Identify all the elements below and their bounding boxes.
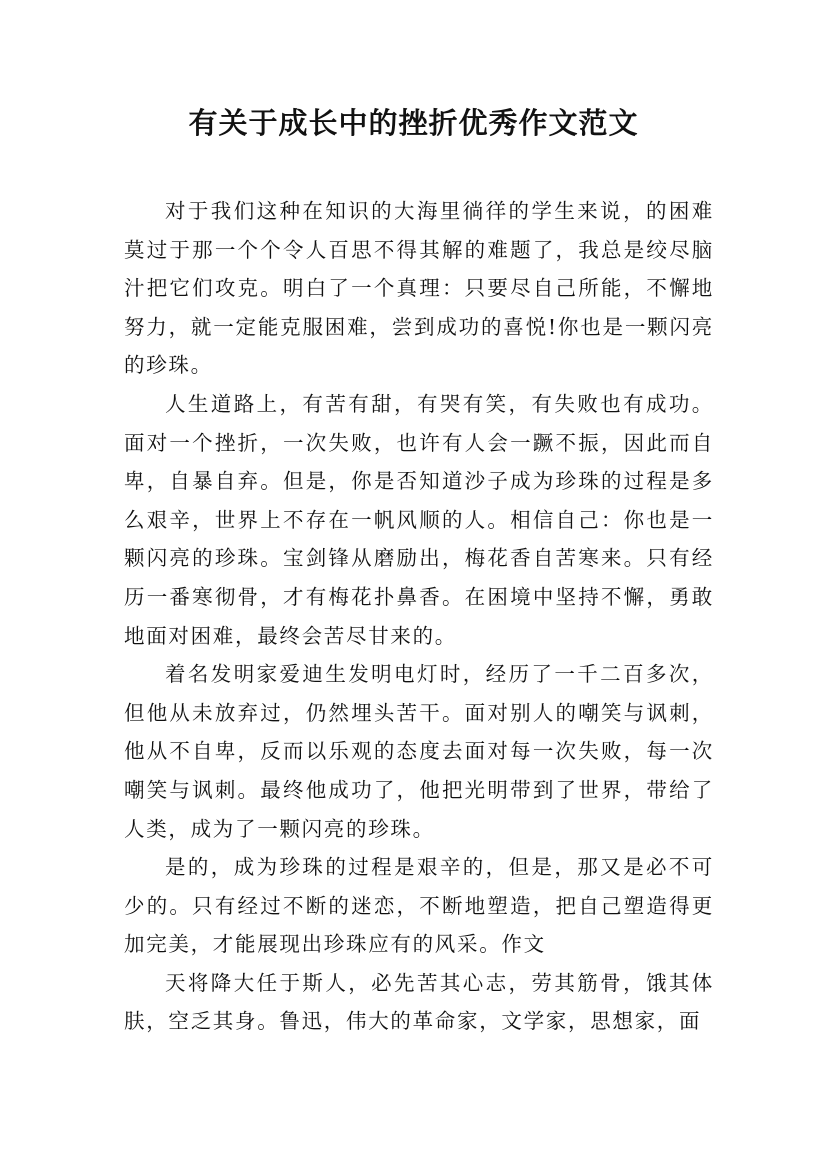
paragraph-1: 对于我们这种在知识的大海里徜徉的学生来说，的困难莫过于那一个个令人百思不得其解的难题了，我总是绞尽脑汁把它们攻克。明白了一个真理：只要尽自己所能，不懈地努力，就一定能克服困难，尝到成功的喜悦!你也是一颗闪亮的珍珠。 [124,199,714,378]
paragraph-2: 人生道路上，有苦有甜，有哭有笑，有失败也有成功。面对一个挫折，一次失败，也许有人会一蹶不振，因此而自卑，自暴自弃。但是，你是否知道沙子成为珍珠的过程是多么艰辛，世界上不存在一帆风顺的人。相信自己：你也是一颗闪亮的珍珠。宝剑锋从磨励出，梅花香自苦寒来。只有经历一番寒彻骨，才有梅花扑鼻香。在困境中坚持不懈，勇敢地面对困难，最终会苦尽甘来的。 [124,391,714,648]
paragraph-5: 天将降大任于斯人，必先苦其心志，劳其筋骨，饿其体肤，空乏其身。鲁迅，伟大的革命家，文学家，思想家，面 [124,970,714,1034]
paragraph-4: 是的，成为珍珠的过程是艰辛的，但是，那又是必不可少的。只有经过不断的迷恋，不断地塑造，把自己塑造得更加完美，才能展现出珍珠应有的风采。作文 [124,855,714,957]
paragraph-3: 着名发明家爱迪生发明电灯时，经历了一千二百多次，但他从未放弃过，仍然埋头苦干。面对别人的嘲笑与讽刺，他从不自卑，反而以乐观的态度去面对每一次失败，每一次嘲笑与讽刺。最终他成功了，他把光明带到了世界，带给了人类，成为了一颗闪亮的珍珠。 [124,662,714,841]
document-body [124,192,714,1041]
document-title: 有关于成长中的挫折优秀作文范文 [188,106,639,140]
